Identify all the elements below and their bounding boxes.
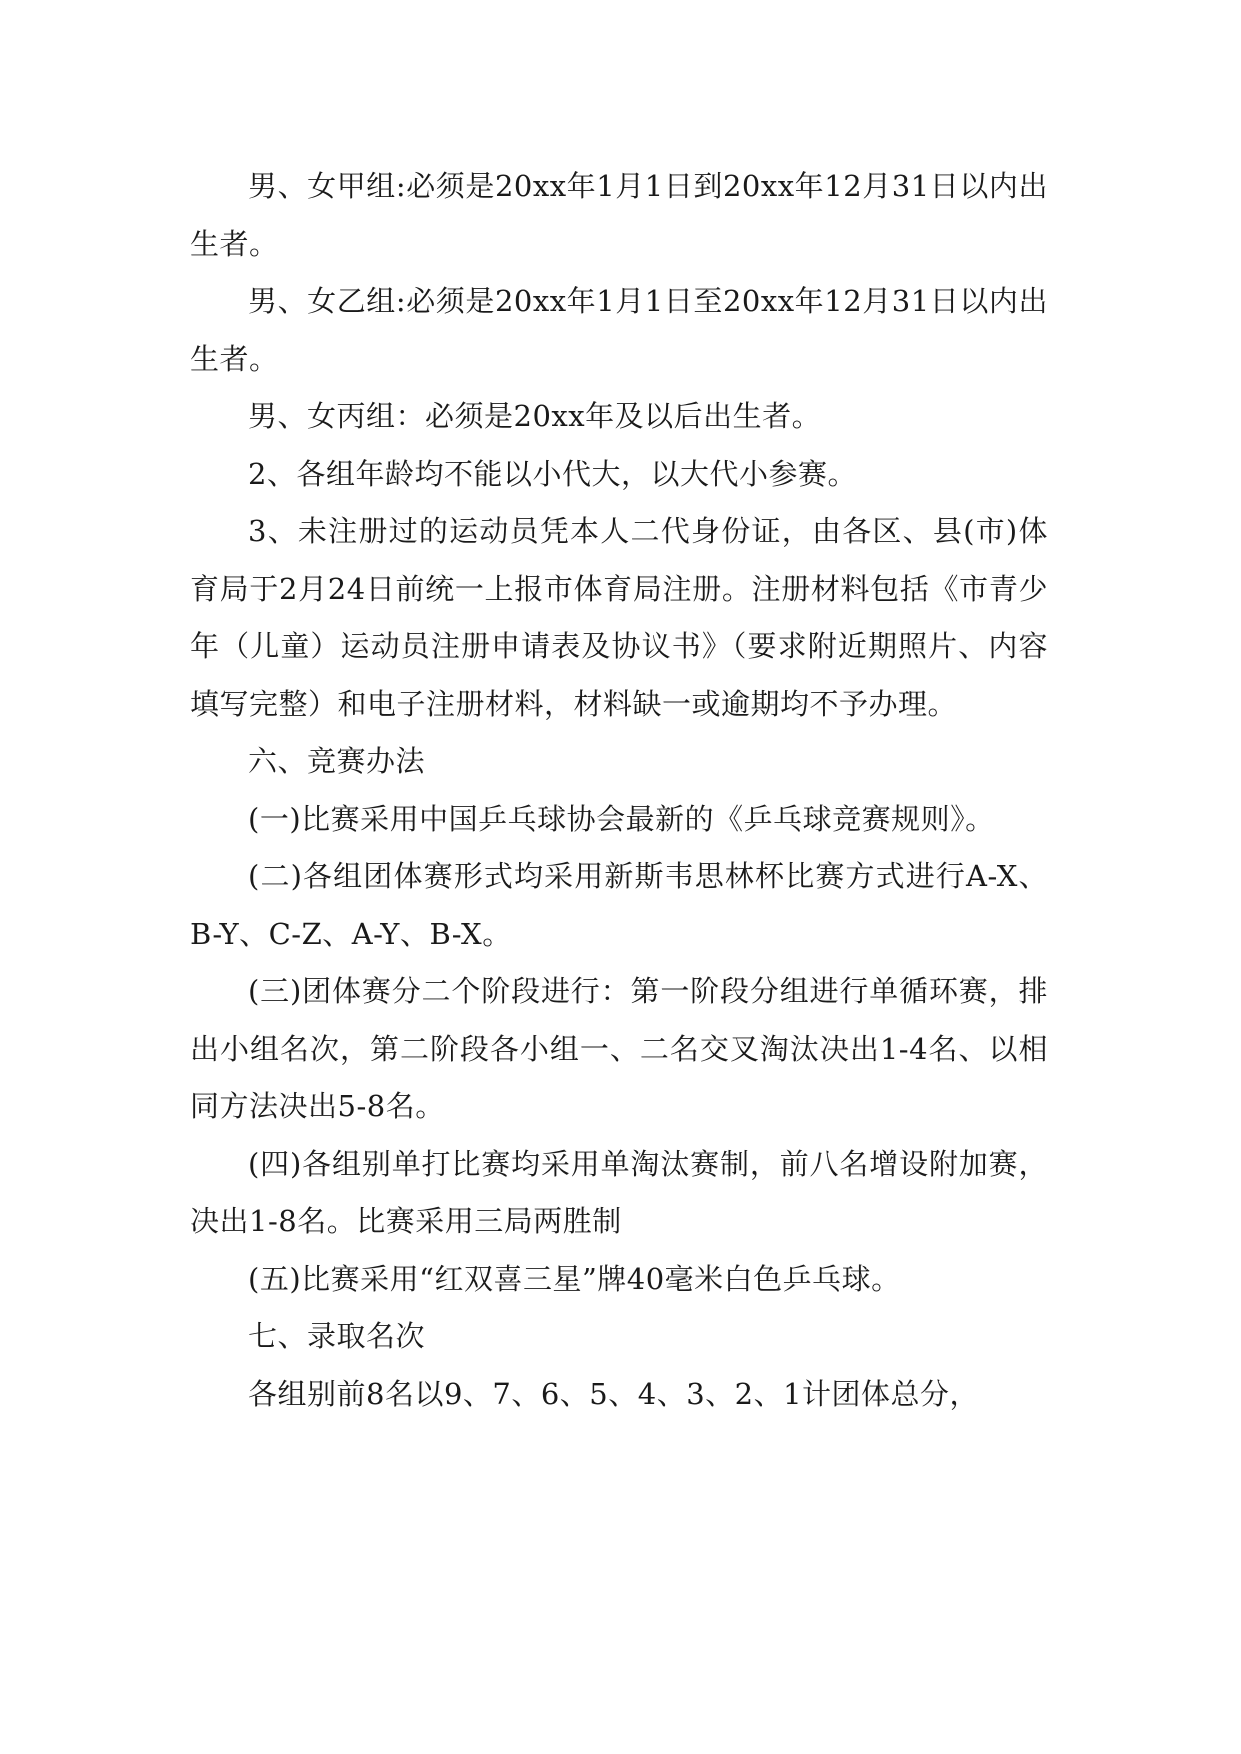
paragraph-ranking-points: 各组别前8名以9、7、6、5、4、3、2、1计团体总分， (248, 1376, 980, 1411)
document-body (190, 158, 1048, 1423)
section-heading-ranking: 七、录取名次 (248, 1319, 426, 1353)
paragraph-registration: 3、未注册过的运动员凭本人二代身份证，由各区、县(市)体育局于2月24日前统一上报市体育局注册。注册材料包括《市青少年（儿童）运动员注册申请表及协议书》（要求附近期照片、内容填写完整）和电子注册材料，材料缺一或逾期均不予办理。 (190, 514, 1048, 721)
paragraph-rule-2: (二)各组团体赛形式均采用新斯韦思林杯比赛方式进行A-X、B-Y、C-Z、A-Y、B-X。 (190, 859, 1048, 951)
paragraph-rule-3: (三)团体赛分二个阶段进行：第一阶段分组进行单循环赛，排出小组名次，第二阶段各小组一、二名交叉淘汰决出1-4名、以相同方法决出5-8名。 (190, 974, 1048, 1123)
paragraph-rule-4: (四)各组别单打比赛均采用单淘汰赛制，前八名增设附加赛，决出1-8名。比赛采用三局两胜制 (190, 1146, 1048, 1238)
paragraph-age-rule: 2、各组年龄均不能以小代大，以大代小参赛。 (248, 456, 857, 491)
paragraph-rule-1: (一)比赛采用中国乒乓球协会最新的《乒乓球竞赛规则》。 (248, 801, 995, 836)
paragraph-group-a-age: 男、女甲组:必须是20xx年1月1日到20xx年12月31日以内出生者。 (190, 169, 1048, 261)
paragraph-group-b-age: 男、女乙组:必须是20xx年1月1日至20xx年12月31日以内出生者。 (190, 284, 1048, 376)
paragraph-rule-5: (五)比赛采用“红双喜三星”牌40毫米白色乒乓球。 (248, 1261, 901, 1296)
section-heading-competition-method: 六、竞赛办法 (248, 744, 426, 778)
paragraph-group-c-age: 男、女丙组：必须是20xx年及以后出生者。 (248, 399, 822, 433)
